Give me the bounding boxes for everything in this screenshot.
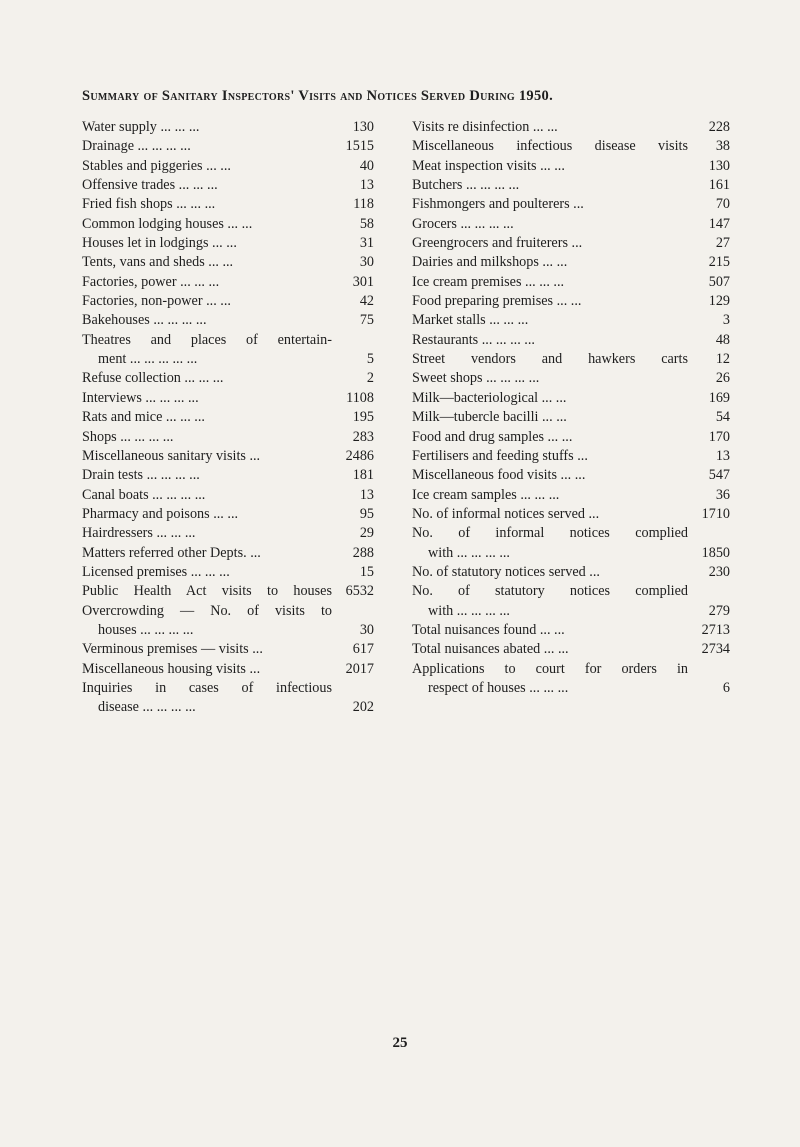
row-label: Pharmacy and poisons ... ... <box>82 505 239 522</box>
table-row <box>82 273 374 292</box>
row-value: 2486 <box>345 447 374 464</box>
table-row <box>82 544 374 563</box>
table-row <box>82 621 374 640</box>
table-row <box>82 505 374 524</box>
table-row <box>412 157 730 176</box>
row-value: 1850 <box>701 544 730 561</box>
table-row <box>82 389 374 408</box>
row-label: houses ... ... ... ... <box>98 621 194 638</box>
table-row <box>412 253 730 272</box>
row-value: 13 <box>359 486 374 503</box>
row-value: 228 <box>708 119 730 135</box>
row-value: 130 <box>708 157 730 174</box>
table-row <box>412 486 730 505</box>
row-label: Meat inspection visits ... ... <box>412 157 565 174</box>
table-row <box>412 311 730 330</box>
row-value: 6532 <box>345 583 374 600</box>
table-row <box>82 176 374 195</box>
row-label: Miscellaneous food visits ... ... <box>412 467 586 484</box>
table-row <box>412 408 730 427</box>
row-label: Verminous premises — visits ... <box>82 641 263 658</box>
row-value: 161 <box>708 177 730 194</box>
row-value: 42 <box>359 293 374 310</box>
row-label: Drainage ... ... ... ... <box>82 138 191 155</box>
row-value: 118 <box>353 196 374 213</box>
row-label: Fried fish shops ... ... ... <box>82 196 216 213</box>
table-row <box>82 137 374 156</box>
row-label: No. of informal notices served ... <box>412 505 600 522</box>
row-value: 40 <box>359 157 374 174</box>
table-row <box>412 292 730 311</box>
row-label: Miscellaneous housing visits ... <box>82 660 261 677</box>
row-label: Offensive trades ... ... ... <box>82 177 218 194</box>
row-value: 26 <box>715 370 730 387</box>
row-value: 547 <box>708 467 730 484</box>
table-row <box>82 311 374 330</box>
row-label: Food preparing premises ... ... <box>412 293 582 310</box>
row-label: Stables and piggeries ... ... <box>82 157 231 174</box>
table-row <box>412 215 730 234</box>
table-row <box>412 428 730 447</box>
row-label: No. of statutory notices served ... <box>412 563 600 580</box>
row-label: Factories, power ... ... ... <box>82 273 220 290</box>
table-row <box>82 602 374 621</box>
row-label: Dairies and milkshops ... ... <box>412 254 568 271</box>
row-value: 95 <box>359 505 374 522</box>
row-label: Drain tests ... ... ... ... <box>82 467 200 484</box>
row-value: 129 <box>708 293 730 310</box>
row-value: 15 <box>359 563 374 580</box>
row-label: Refuse collection ... ... ... <box>82 370 224 387</box>
table-row <box>412 350 730 369</box>
row-value: 283 <box>352 428 374 445</box>
row-value: 147 <box>708 215 730 232</box>
row-label: Milk—tubercle bacilli ... ... <box>412 409 567 426</box>
row-label: respect of houses ... ... ... <box>428 679 569 696</box>
row-value: 75 <box>359 312 374 329</box>
row-value: 279 <box>708 602 730 619</box>
row-value: 288 <box>352 544 374 561</box>
row-value: 181 <box>352 467 374 484</box>
row-label: Bakehouses ... ... ... ... <box>82 312 207 329</box>
table-row <box>82 215 374 234</box>
table-row <box>82 698 374 717</box>
row-label: Common lodging houses ... ... <box>82 215 253 232</box>
row-label: Market stalls ... ... ... <box>412 312 529 329</box>
row-label: with ... ... ... ... <box>428 602 510 619</box>
table-row <box>412 331 730 350</box>
table-row <box>82 640 374 659</box>
table-row <box>82 408 374 427</box>
table-row <box>412 563 730 582</box>
row-value: 27 <box>715 235 730 252</box>
table-row <box>82 331 374 350</box>
table-row <box>412 369 730 388</box>
row-value: 2734 <box>701 641 730 658</box>
row-label: ment ... ... ... ... ... <box>98 351 198 368</box>
row-label: Licensed premises ... ... ... <box>82 563 230 580</box>
table-row <box>82 369 374 388</box>
row-label: Overcrowding — No. of visits to <box>82 602 332 619</box>
table-row <box>412 466 730 485</box>
row-value: 1108 <box>346 389 374 406</box>
table-row <box>412 389 730 408</box>
row-label: No. of informal notices complied <box>412 525 688 542</box>
row-label: Tents, vans and sheds ... ... <box>82 254 234 271</box>
row-value: 301 <box>352 273 374 290</box>
row-value: 58 <box>359 215 374 232</box>
row-value: 1710 <box>701 505 730 522</box>
row-value: 617 <box>352 641 374 658</box>
table-row <box>412 582 730 601</box>
table-row <box>82 157 374 176</box>
table-row <box>412 602 730 621</box>
row-label: Greengrocers and fruiterers ... <box>412 235 583 252</box>
row-value: 70 <box>715 196 730 213</box>
row-value: 2713 <box>701 621 730 638</box>
table-row <box>412 137 730 156</box>
table-row <box>82 524 374 543</box>
row-label: Miscellaneous sanitary visits ... <box>82 447 261 464</box>
table-row <box>412 544 730 563</box>
row-label: Visits re disinfection ... ... <box>412 119 558 135</box>
table-row <box>82 679 374 698</box>
row-value: 202 <box>352 699 374 716</box>
row-value: 54 <box>715 409 730 426</box>
table-row <box>82 350 374 369</box>
row-value: 215 <box>708 254 730 271</box>
row-value: 2017 <box>345 660 374 677</box>
row-label: Public Health Act visits to houses <box>82 583 332 600</box>
row-label: Water supply ... ... ... <box>82 119 200 135</box>
row-value: 29 <box>359 525 374 542</box>
row-label: disease ... ... ... ... <box>98 699 196 716</box>
row-label: Applications to court for orders in <box>412 660 688 677</box>
row-label: Ice cream premises ... ... ... <box>412 273 565 290</box>
row-value: 507 <box>708 273 730 290</box>
page-title: Summary of Sanitary Inspectors' Visits and Notices Served During 1950. <box>82 88 553 104</box>
table-row <box>412 195 730 214</box>
table-row <box>82 486 374 505</box>
table-row <box>412 679 730 698</box>
row-value: 36 <box>715 486 730 503</box>
row-value: 38 <box>715 138 730 155</box>
row-value: 13 <box>359 177 374 194</box>
row-label: Factories, non-power ... ... <box>82 293 231 310</box>
row-label: Interviews ... ... ... ... <box>82 389 199 406</box>
row-value: 1515 <box>345 138 374 155</box>
row-label: Hairdressers ... ... ... <box>82 525 196 542</box>
table-row <box>82 466 374 485</box>
row-label: No. of statutory notices complied <box>412 583 688 600</box>
table-row <box>412 273 730 292</box>
row-label: Matters referred other Depts. ... <box>82 544 261 561</box>
table-row <box>82 582 374 601</box>
table-row <box>82 292 374 311</box>
row-value: 30 <box>359 254 374 271</box>
row-value: 30 <box>359 621 374 638</box>
row-label: with ... ... ... ... <box>428 544 510 561</box>
left-column <box>82 118 374 718</box>
row-value: 5 <box>366 351 374 368</box>
row-label: Restaurants ... ... ... ... <box>412 331 535 348</box>
row-label: Houses let in lodgings ... ... <box>82 235 237 252</box>
table-row <box>412 234 730 253</box>
right-column <box>412 118 730 698</box>
table-row <box>412 176 730 195</box>
row-label: Fishmongers and poulterers ... <box>412 196 584 213</box>
table-row <box>82 447 374 466</box>
row-value: 13 <box>715 447 730 464</box>
row-label: Ice cream samples ... ... ... <box>412 486 560 503</box>
row-value: 170 <box>708 428 730 445</box>
row-label: Grocers ... ... ... ... <box>412 215 514 232</box>
table-row <box>412 660 730 679</box>
row-label: Shops ... ... ... ... <box>82 428 174 445</box>
row-label: Rats and mice ... ... ... <box>82 409 205 426</box>
row-label: Sweet shops ... ... ... ... <box>412 370 540 387</box>
row-value: 2 <box>366 370 374 387</box>
table-row <box>82 563 374 582</box>
table-row <box>82 195 374 214</box>
row-label: Fertilisers and feeding stuffs ... <box>412 447 588 464</box>
row-value: 31 <box>359 235 374 252</box>
table-row <box>82 253 374 272</box>
table-row <box>82 660 374 679</box>
table-row <box>412 447 730 466</box>
row-label: Theatres and places of entertain- <box>82 331 332 348</box>
table-row <box>412 505 730 524</box>
row-label: Miscellaneous infectious disease visits <box>412 138 688 155</box>
row-label: Inquiries in cases of infectious <box>82 679 332 696</box>
row-label: Total nuisances abated ... ... <box>412 641 569 658</box>
row-value: 230 <box>708 563 730 580</box>
page-number: 25 <box>392 1035 408 1051</box>
table-row <box>412 524 730 543</box>
row-label: Butchers ... ... ... ... <box>412 177 520 194</box>
row-value: 195 <box>352 409 374 426</box>
table-row <box>412 640 730 659</box>
row-value: 6 <box>722 679 730 696</box>
row-value: 169 <box>708 389 730 406</box>
row-label: Food and drug samples ... ... <box>412 428 573 445</box>
table-row <box>82 118 374 137</box>
row-label: Canal boats ... ... ... ... <box>82 486 206 503</box>
row-value: 130 <box>352 119 374 135</box>
row-value: 3 <box>722 312 730 329</box>
row-label: Street vendors and hawkers carts <box>412 351 688 368</box>
table-row <box>412 621 730 640</box>
row-label: Total nuisances found ... ... <box>412 621 565 638</box>
table-row <box>82 428 374 447</box>
row-value: 12 <box>715 351 730 368</box>
row-label: Milk—bacteriological ... ... <box>412 389 567 406</box>
table-row <box>412 118 730 137</box>
row-value: 48 <box>715 331 730 348</box>
table-row <box>82 234 374 253</box>
